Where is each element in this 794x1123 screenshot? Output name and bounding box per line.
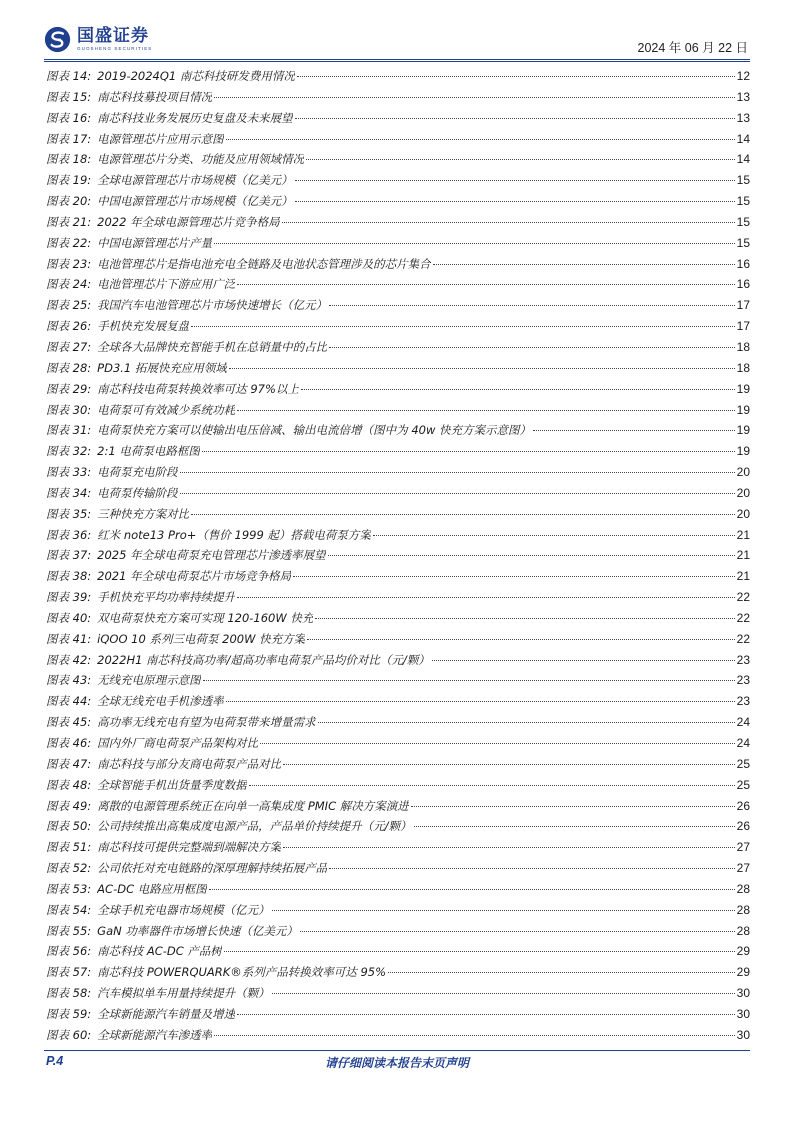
toc-entry-label: 图表 22: <box>46 235 92 250</box>
toc-entry-title: 南芯科技电荷泵转换效率可达 97%以上 <box>97 381 299 396</box>
toc-leader-dots <box>300 931 735 932</box>
toc-entry-page: 15 <box>736 214 750 229</box>
toc-entry-page: 30 <box>736 1027 750 1042</box>
toc-entry-page: 18 <box>736 339 750 354</box>
toc-entry-label: 图表 50: <box>46 819 92 834</box>
toc-entry[interactable] <box>46 839 750 860</box>
toc-entry-title: 公司依托对充电链路的深厚理解持续拓展产品 <box>97 861 328 876</box>
toc-entry[interactable] <box>46 818 750 839</box>
toc-leader-dots <box>226 139 735 140</box>
toc-leader-dots <box>191 514 734 515</box>
toc-entry-label: 图表 26: <box>46 319 92 334</box>
toc-entry-page: 28 <box>736 923 750 938</box>
toc-entry[interactable] <box>46 68 750 89</box>
toc-entry-label: 图表 21: <box>46 214 92 229</box>
toc-entry[interactable] <box>46 527 750 548</box>
toc-leader-dots <box>237 597 734 598</box>
toc-entry[interactable] <box>46 631 750 652</box>
page-number: P.4 <box>46 1054 64 1068</box>
toc-entry[interactable] <box>46 1027 750 1048</box>
toc-leader-dots <box>307 639 735 640</box>
toc-leader-dots <box>202 451 735 452</box>
toc-entry-title: 三种快充方案对比 <box>97 506 190 521</box>
toc-entry[interactable] <box>46 485 750 506</box>
toc-leader-dots <box>301 389 735 390</box>
toc-entry-page: 15 <box>736 235 750 250</box>
toc-entry-title: 汽车模拟单车用量持续提升（颗） <box>97 986 270 1001</box>
toc-entry-page: 21 <box>736 527 750 542</box>
toc-entry-page: 19 <box>736 381 750 396</box>
toc-leader-dots <box>203 680 735 681</box>
toc-leader-dots <box>214 1035 734 1036</box>
toc-leader-dots <box>293 576 735 577</box>
toc-entry-page: 22 <box>736 631 750 646</box>
toc-entry-title: 中国电源管理芯片产量 <box>97 235 213 250</box>
toc-entry-label: 图表 46: <box>46 736 92 750</box>
toc-entry-page: 20 <box>736 506 750 521</box>
toc-entry[interactable] <box>46 402 750 423</box>
toc-entry[interactable] <box>46 318 750 339</box>
toc-entry-label: 图表 47: <box>46 756 92 771</box>
toc-entry-label: 图表 32: <box>46 444 92 459</box>
toc-entry[interactable] <box>46 235 750 256</box>
toc-entry-title: 全球智能手机出货量季度数据 <box>97 777 247 792</box>
toc-entry[interactable] <box>46 756 750 777</box>
toc-entry-page: 27 <box>736 861 750 876</box>
toc-entry-title: iQOO 10 系列三电荷泵 200W 快充方案 <box>97 631 306 646</box>
toc-entry-page: 20 <box>736 485 750 500</box>
toc-entry-title: 电荷泵充电阶段 <box>97 465 178 480</box>
toc-entry-title: 南芯科技募投项目情况 <box>97 89 213 104</box>
toc-entry-title: 全球新能源汽车销量及增速 <box>97 1006 236 1021</box>
toc-entry[interactable] <box>46 339 750 360</box>
toc-leader-dots <box>272 993 735 994</box>
toc-leader-dots <box>295 118 735 119</box>
toc-entry[interactable] <box>46 381 750 402</box>
table-of-figures <box>46 68 750 1048</box>
toc-entry[interactable] <box>46 568 750 589</box>
toc-entry-title: 国内外厂商电荷泵产品架构对比 <box>97 736 259 750</box>
toc-entry-label: 图表 16: <box>46 110 92 125</box>
toc-entry-page: 24 <box>736 715 750 730</box>
toc-entry-label: 图表 14: <box>46 69 92 83</box>
toc-entry[interactable] <box>46 214 750 235</box>
toc-entry-label: 图表 39: <box>46 590 92 605</box>
toc-entry[interactable] <box>46 256 750 277</box>
toc-leader-dots <box>237 410 734 411</box>
toc-entry-label: 图表 45: <box>46 715 92 730</box>
toc-entry-title: 南芯科技 POWERQUARK®系列产品转换效率可达 95% <box>97 965 387 980</box>
toc-leader-dots <box>414 826 735 827</box>
toc-entry[interactable] <box>46 985 750 1006</box>
toc-leader-dots <box>306 159 734 160</box>
toc-entry-page: 19 <box>736 402 750 417</box>
toc-entry-page: 29 <box>736 965 750 980</box>
toc-entry-title: GaN 功率器件市场增长快速（亿美元） <box>97 923 298 938</box>
toc-entry-title: 2022 年全球电源管理芯片竞争格局 <box>97 214 280 229</box>
toc-entry-title: 2022H1 南芯科技高功率/超高功率电荷泵产品均价对比（元/颗） <box>97 652 430 667</box>
toc-entry-page: 24 <box>736 736 750 750</box>
toc-entry-label: 图表 56: <box>46 944 92 959</box>
toc-entry-page: 19 <box>736 444 750 459</box>
toc-entry-title: 我国汽车电池管理芯片市场快速增长（亿元） <box>97 298 328 313</box>
toc-entry-page: 16 <box>736 277 750 292</box>
toc-entry-page: 16 <box>736 256 750 271</box>
toc-entry[interactable] <box>46 131 750 152</box>
toc-entry-label: 图表 44: <box>46 694 92 709</box>
toc-entry-page: 22 <box>736 590 750 605</box>
toc-entry[interactable] <box>46 276 750 297</box>
toc-entry-title: 双电荷泵快充方案可实现 120-160W 快充 <box>97 610 314 625</box>
toc-entry-page: 22 <box>736 610 750 625</box>
toc-leader-dots <box>237 1014 734 1015</box>
toc-entry[interactable] <box>46 672 750 693</box>
company-logo <box>44 26 152 53</box>
toc-entry-label: 图表 23: <box>46 256 92 271</box>
toc-entry-title: 中国电源管理芯片市场规模（亿美元） <box>97 194 293 209</box>
toc-leader-dots <box>533 430 735 431</box>
toc-entry-page: 23 <box>736 652 750 667</box>
toc-entry-title: PD3.1 拓展快充应用领域 <box>97 360 227 375</box>
toc-entry[interactable] <box>46 151 750 172</box>
toc-entry-label: 图表 17: <box>46 131 92 146</box>
toc-entry-page: 18 <box>736 360 750 375</box>
toc-entry-title: 离散的电源管理系统正在向单一高集成度 PMIC 解决方案演进 <box>97 798 409 813</box>
toc-entry-page: 15 <box>736 173 750 188</box>
toc-entry-label: 图表 28: <box>46 360 92 375</box>
toc-leader-dots <box>318 722 735 723</box>
toc-entry[interactable] <box>46 172 750 193</box>
toc-entry-label: 图表 53: <box>46 881 92 896</box>
toc-leader-dots <box>329 868 734 869</box>
toc-entry[interactable] <box>46 777 750 798</box>
toc-entry-page: 17 <box>736 319 750 334</box>
toc-entry-label: 图表 59: <box>46 1006 92 1021</box>
toc-leader-dots <box>191 326 734 327</box>
toc-entry-page: 26 <box>736 798 750 813</box>
toc-entry-title: 公司持续推出高集成度电源产品，产品单价持续提升（元/颗） <box>97 819 412 834</box>
toc-entry-label: 图表 54: <box>46 902 92 917</box>
toc-entry-title: 电荷泵快充方案可以使输出电压倍减、输出电流倍增（图中为 40w 快充方案示意图） <box>97 423 532 438</box>
toc-entry-title: 全球手机充电器市场规模（亿元） <box>97 902 270 917</box>
toc-entry-title: 南芯科技可提供完整端到端解决方案 <box>97 840 282 855</box>
toc-entry[interactable] <box>46 193 750 214</box>
toc-entry[interactable] <box>46 464 750 485</box>
toc-entry[interactable] <box>46 652 750 673</box>
toc-entry-title: 电荷泵可有效减少系统功耗 <box>97 402 236 417</box>
toc-entry[interactable] <box>46 923 750 944</box>
toc-leader-dots <box>226 701 735 702</box>
toc-entry[interactable] <box>46 547 750 568</box>
footer-divider <box>44 1050 750 1051</box>
toc-leader-dots <box>214 243 734 244</box>
toc-leader-dots <box>180 493 735 494</box>
toc-entry-title: 电荷泵传输阶段 <box>97 485 178 500</box>
report-date: 2024 年 06 月 22 日 <box>637 41 748 55</box>
toc-entry-label: 图表 57: <box>46 965 92 980</box>
toc-entry-label: 图表 43: <box>46 673 92 688</box>
toc-leader-dots <box>329 305 734 306</box>
toc-entry-page: 28 <box>736 881 750 896</box>
toc-entry-label: 图表 60: <box>46 1027 92 1042</box>
toc-entry[interactable] <box>46 860 750 881</box>
toc-leader-dots <box>272 910 735 911</box>
toc-leader-dots <box>388 972 735 973</box>
toc-leader-dots <box>373 535 735 536</box>
toc-entry-title: 红米 note13 Pro+（售价 1999 起）搭载电荷泵方案 <box>97 527 371 542</box>
toc-entry-page: 28 <box>736 902 750 917</box>
toc-entry[interactable] <box>46 714 750 735</box>
toc-entry-title: 无线充电原理示意图 <box>97 673 201 688</box>
guosheng-logo-icon <box>44 26 71 53</box>
toc-entry-title: 南芯科技业务发展历史复盘及未来展望 <box>97 110 293 125</box>
toc-leader-dots <box>295 180 735 181</box>
toc-entry[interactable] <box>46 798 750 819</box>
toc-entry-label: 图表 49: <box>46 798 92 813</box>
toc-entry-title: 南芯科技 AC-DC 产品树 <box>97 944 222 959</box>
toc-entry-title: 2021 年全球电荷泵芯片市场竞争格局 <box>97 569 292 584</box>
toc-leader-dots <box>433 264 735 265</box>
toc-entry-label: 图表 20: <box>46 194 92 209</box>
toc-entry[interactable] <box>46 943 750 964</box>
toc-entry[interactable] <box>46 693 750 714</box>
header-divider-thin <box>44 61 750 62</box>
toc-entry-page: 21 <box>736 569 750 584</box>
toc-entry-title: 手机快充发展复盘 <box>97 319 190 334</box>
toc-entry-page: 19 <box>736 423 750 438</box>
header-divider <box>44 59 750 60</box>
toc-entry-title: 2025 年全球电荷泵充电管理芯片渗透率展望 <box>97 548 326 563</box>
toc-entry-title: 全球各大品牌快充智能手机在总销量中的占比 <box>97 339 328 354</box>
toc-entry-page: 26 <box>736 819 750 834</box>
toc-leader-dots <box>214 97 734 98</box>
toc-entry-page: 14 <box>736 152 750 167</box>
toc-entry-label: 图表 36: <box>46 527 92 542</box>
logo-english-name: GUOSHENG SECURITIES <box>77 46 153 51</box>
toc-entry-label: 图表 48: <box>46 777 92 792</box>
toc-entry-title: 高功率无线充电有望为电荷泵带来增量需求 <box>97 715 316 730</box>
toc-entry-page: 13 <box>736 89 750 104</box>
toc-entry-title: 全球新能源汽车渗透率 <box>97 1027 213 1042</box>
toc-leader-dots <box>209 889 735 890</box>
toc-entry-label: 图表 58: <box>46 986 92 1001</box>
toc-entry-title: 2:1 电荷泵电路框图 <box>97 444 200 459</box>
toc-entry-label: 图表 29: <box>46 381 92 396</box>
toc-entry-label: 图表 15: <box>46 89 92 104</box>
toc-entry-page: 13 <box>736 110 750 125</box>
toc-entry[interactable] <box>46 360 750 381</box>
toc-entry-label: 图表 55: <box>46 923 92 938</box>
toc-leader-dots <box>282 222 735 223</box>
toc-entry-page: 30 <box>736 986 750 1001</box>
toc-entry-title: 电池管理芯片下游应用广泛 <box>97 277 236 292</box>
toc-entry-label: 图表 19: <box>46 173 92 188</box>
toc-entry[interactable] <box>46 89 750 110</box>
toc-leader-dots <box>328 555 735 556</box>
toc-entry[interactable] <box>46 297 750 318</box>
toc-entry-label: 图表 27: <box>46 339 92 354</box>
toc-entry-title: AC-DC 电路应用框图 <box>97 881 207 896</box>
toc-entry[interactable] <box>46 1006 750 1027</box>
toc-leader-dots <box>237 284 734 285</box>
toc-entry[interactable] <box>46 506 750 527</box>
toc-entry-label: 图表 18: <box>46 152 92 167</box>
toc-entry[interactable] <box>46 610 750 631</box>
toc-leader-dots <box>283 764 734 765</box>
toc-entry[interactable] <box>46 589 750 610</box>
toc-entry-title: 电源管理芯片分类、功能及应用领域情况 <box>97 152 305 167</box>
toc-entry-page: 23 <box>736 673 750 688</box>
toc-leader-dots <box>260 743 734 744</box>
toc-entry[interactable] <box>46 735 750 756</box>
toc-entry[interactable] <box>46 110 750 131</box>
toc-entry-label: 图表 51: <box>46 840 92 855</box>
toc-entry-page: 15 <box>736 194 750 209</box>
toc-entry[interactable] <box>46 422 750 443</box>
toc-entry-label: 图表 41: <box>46 631 92 646</box>
toc-leader-dots <box>249 785 735 786</box>
toc-entry-label: 图表 34: <box>46 485 92 500</box>
toc-entry-label: 图表 52: <box>46 861 92 876</box>
toc-entry[interactable] <box>46 443 750 464</box>
toc-entry-label: 图表 40: <box>46 610 92 625</box>
toc-leader-dots <box>315 618 734 619</box>
toc-leader-dots <box>229 368 735 369</box>
toc-entry-label: 图表 30: <box>46 402 92 417</box>
toc-entry-title: 电池管理芯片是指电池充电全链路及电池状态管理涉及的芯片集合 <box>97 256 431 271</box>
toc-entry-title: 南芯科技与部分友商电荷泵产品对比 <box>97 756 282 771</box>
toc-entry[interactable] <box>46 881 750 902</box>
toc-leader-dots <box>224 951 735 952</box>
toc-entry-page: 25 <box>736 777 750 792</box>
toc-entry-label: 图表 35: <box>46 506 92 521</box>
logo-chinese-name: 国盛证券 <box>77 26 149 46</box>
toc-leader-dots <box>329 347 734 348</box>
toc-leader-dots <box>180 472 735 473</box>
toc-entry-page: 27 <box>736 840 750 855</box>
toc-entry[interactable] <box>46 902 750 923</box>
toc-leader-dots <box>411 806 735 807</box>
toc-entry-page: 20 <box>736 465 750 480</box>
toc-entry-title: 2019-2024Q1 南芯科技研发费用情况 <box>97 69 295 83</box>
toc-entry-label: 图表 37: <box>46 548 92 563</box>
toc-entry-title: 全球电源管理芯片市场规模（亿美元） <box>97 173 293 188</box>
toc-entry-label: 图表 38: <box>46 569 92 584</box>
toc-entry-label: 图表 31: <box>46 423 92 438</box>
toc-leader-dots <box>297 76 735 77</box>
toc-entry-label: 图表 33: <box>46 465 92 480</box>
toc-entry-page: 25 <box>736 756 750 771</box>
toc-entry-label: 图表 42: <box>46 652 92 667</box>
toc-entry-title: 全球无线充电手机渗透率 <box>97 694 224 709</box>
toc-entry-page: 17 <box>736 298 750 313</box>
toc-leader-dots <box>295 201 735 202</box>
toc-entry[interactable] <box>46 964 750 985</box>
toc-entry-page: 21 <box>736 548 750 563</box>
toc-entry-page: 14 <box>736 131 750 146</box>
toc-entry-label: 图表 25: <box>46 298 92 313</box>
toc-entry-page: 30 <box>736 1006 750 1021</box>
toc-entry-page: 29 <box>736 944 750 959</box>
toc-entry-title: 手机快充平均功率持续提升 <box>97 590 236 605</box>
toc-entry-page: 23 <box>736 694 750 709</box>
toc-entry-title: 电源管理芯片应用示意图 <box>97 131 224 146</box>
toc-leader-dots <box>432 660 735 661</box>
toc-leader-dots <box>283 847 734 848</box>
toc-entry-page: 12 <box>736 69 750 83</box>
disclaimer-note: 请仔细阅读本报告末页声明 <box>324 1056 469 1070</box>
toc-entry-label: 图表 24: <box>46 277 92 292</box>
